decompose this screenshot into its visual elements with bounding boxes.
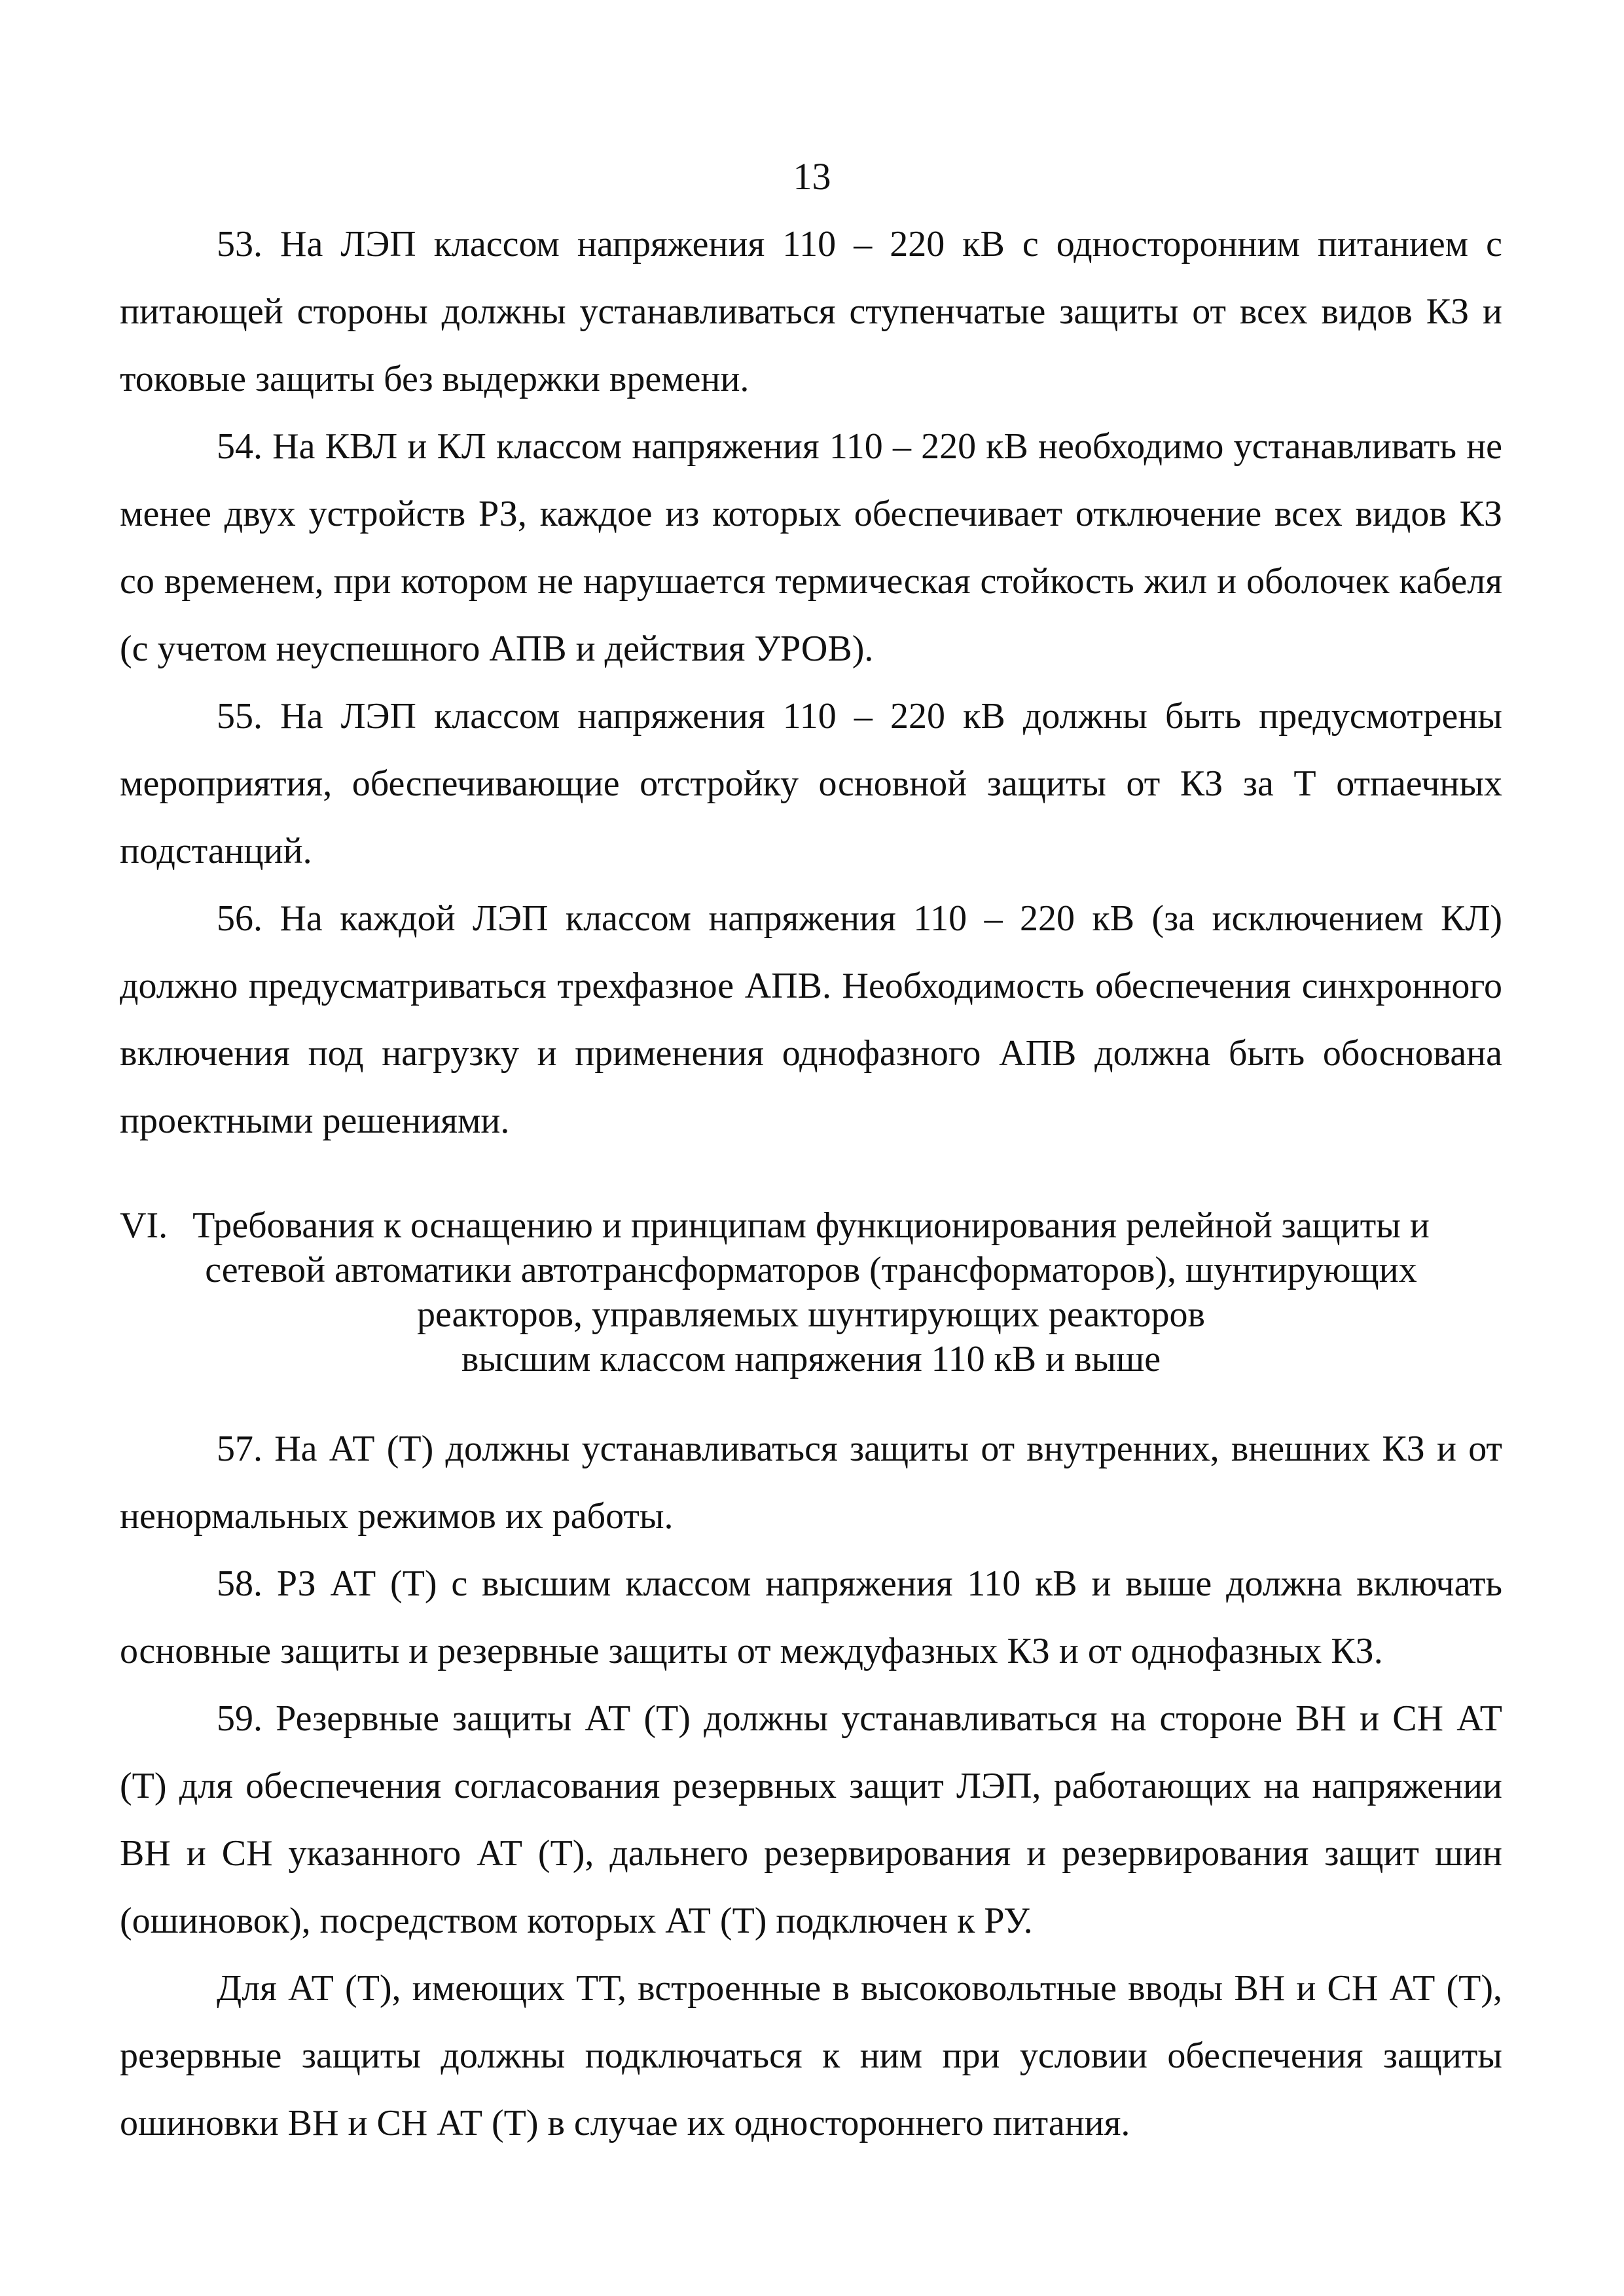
paragraphs-bottom [120,1415,1502,2157]
paragraph-56: 56. На каждой ЛЭП классом напряжения 110 – 220 кВ (за исключением КЛ) должно предусматриваться трехфазное АПВ. Необходимость обеспечения синхронного включения под нагрузку и применения однофазного АПВ должна быть обоснована проектными решениями. [120,898,1502,1141]
paragraph-57: 57. На АТ (Т) должны устанавливаться защиты от внутренних, внешних КЗ и от ненормальных режимов их работы. [120,1429,1502,1537]
paragraph-54: 54. На КВЛ и КЛ классом напряжения 110 – 220 кВ необходимо устанавливать не менее двух устройств РЗ, каждое из которых обеспечивает отключение всех видов КЗ со временем, при котором не нарушается термическая стойкость жил и оболочек кабеля (с учетом неуспешного АПВ и действия УРОВ). [120,426,1502,669]
section-numeral: VI. [120,1205,168,1246]
section-heading [120,1203,1502,1381]
section-heading-line: сетевой автоматики автотрансформаторов (трансформаторов), шунтирующих [205,1250,1417,1290]
section-heading-line: Требования к оснащению и принципам функционирования релейной защиты и [192,1205,1430,1246]
paragraph-55: 55. На ЛЭП классом напряжения 110 – 220 кВ должны быть предусмотрены мероприятия, обеспечивающие отстройку основной защиты от КЗ за Т отпаечных подстанций. [120,696,1502,871]
paragraph-59: 59. Резервные защиты АТ (Т) должны устанавливаться на стороне ВН и СН АТ (Т) для обеспечения согласования резервных защит ЛЭП, работающих на напряжении ВН и СН указанного АТ (Т), дальнего резервирования и резервирования защит шин (ошиновок), посредством которых АТ (Т) подключен к РУ. [120,1698,1502,1941]
paragraph-58: 58. РЗ АТ (Т) с высшим классом напряжения 110 кВ и выше должна включать основные защиты и резервные защиты от междуфазных КЗ и от однофазных КЗ. [120,1563,1502,1671]
section-heading-line: реакторов, управляемых шунтирующих реакторов [417,1294,1205,1335]
paragraphs-top [120,211,1502,1155]
page-number: 13 [793,155,831,198]
paragraph-59-continued: Для АТ (Т), имеющих ТТ, встроенные в высоковольтные вводы ВН и СН АТ (Т), резервные защиты должны подключаться к ним при условии обеспечения защиты ошиновки ВН и СН АТ (Т) в случае их одностороннего питания. [120,1968,1502,2143]
section-heading-line: высшим классом напряжения 110 кВ и выше [461,1339,1161,1379]
paragraph-53: 53. На ЛЭП классом напряжения 110 – 220 кВ с односторонним питанием с питающей стороны должны устанавливаться ступенчатые защиты от всех видов КЗ и токовые защиты без выдержки времени. [120,224,1502,399]
